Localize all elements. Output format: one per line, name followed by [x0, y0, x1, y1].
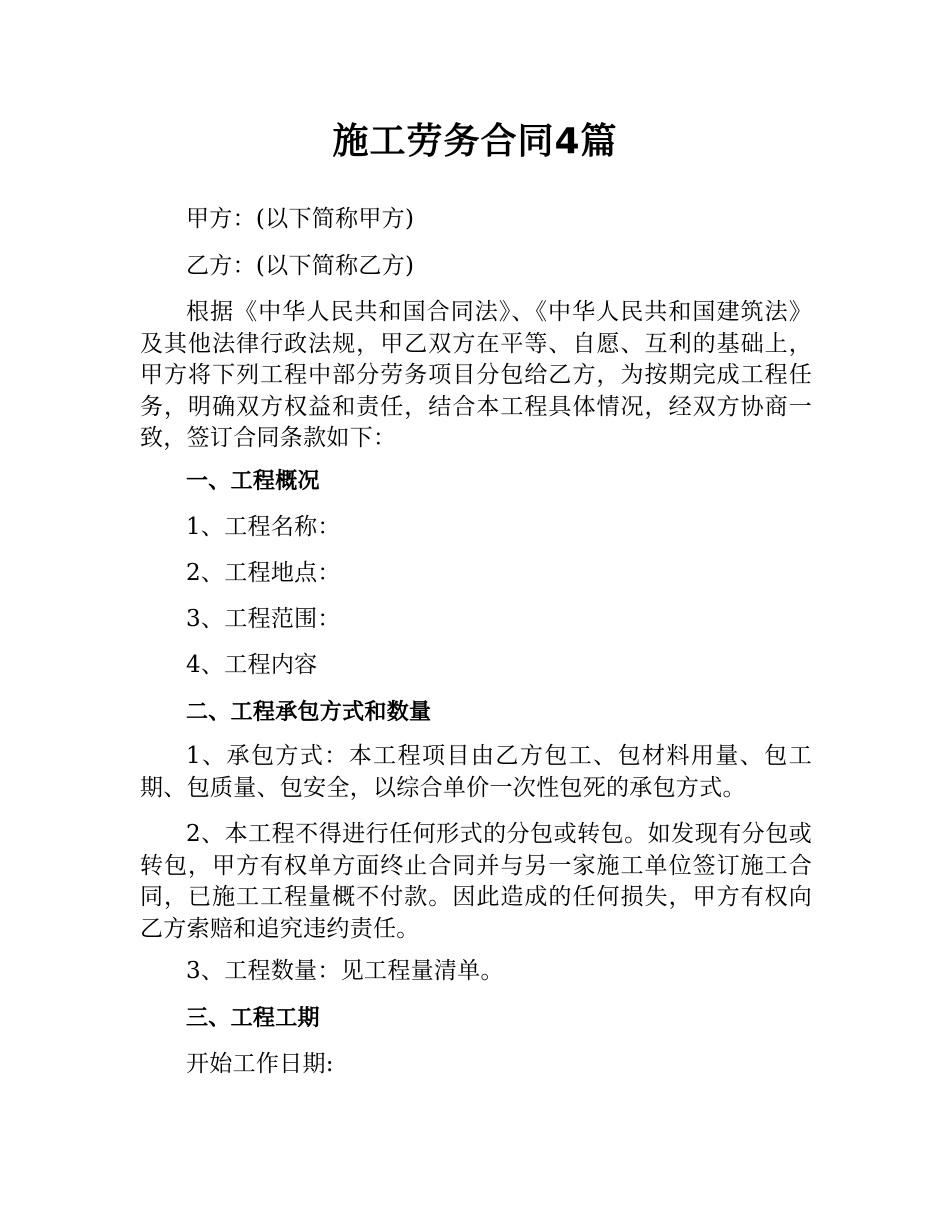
list-item-project-scope: 3、工程范围： [186, 606, 341, 632]
paragraph-contract-method: 1、承包方式：本工程项目由乙方包工、包材料用量、包工期、包质量、包安全，以综合单价一次性包死的承包方式。 [140, 743, 812, 801]
list-item-project-content: 4、工程内容 [186, 652, 318, 678]
paragraph-start-date: 开始工作日期: [186, 1051, 334, 1077]
section-heading-schedule: 三、工程工期 [186, 1006, 320, 1031]
document-title: 施工劳务合同4篇 [332, 121, 618, 162]
list-item-project-name: 1、工程名称： [186, 514, 341, 540]
paragraph-quantity: 3、工程数量：见工程量清单。 [186, 958, 504, 984]
paragraph-no-subcontracting: 2、本工程不得进行任何形式的分包或转包。如发现有分包或转包，甲方有权单方面终止合同并与另一家施工单位签订施工合同，已施工工程量概不付款。因此造成的任何损失，甲方有权向乙方索赔和追究违约责任。 [140, 821, 812, 942]
list-item-project-location: 2、工程地点： [186, 560, 341, 586]
section-heading-contract-method: 二、工程承包方式和数量 [186, 700, 432, 725]
party-a-line: 甲方：(以下简称甲方) [186, 206, 415, 232]
preamble-paragraph: 根据《中华人民共和国合同法》、《中华人民共和国建筑法》及其他法律行政法规，甲乙双方在平等、自愿、互利的基础上，甲方将下列工程中部分劳务项目分包给乙方，为按期完成工程任务，明确双方权益和责任，结合本工程具体情况，经双方协商一致，签订合同条款如下： [140, 299, 812, 451]
section-heading-project-overview: 一、工程概况 [186, 469, 320, 494]
party-b-line: 乙方：(以下简称乙方) [186, 253, 415, 279]
